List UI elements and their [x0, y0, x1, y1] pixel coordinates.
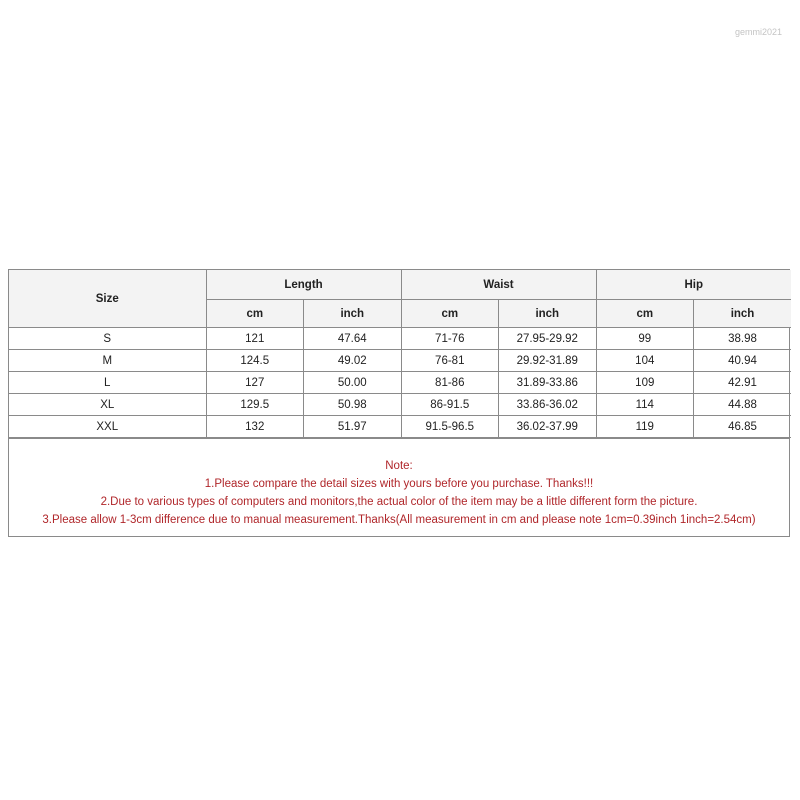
hip-cm-cell: 104	[596, 350, 694, 372]
waist-inch-cell: 33.86-36.02	[499, 394, 597, 416]
length-inch-cell: 51.97	[304, 416, 402, 438]
length-inch-cell: 50.00	[304, 372, 402, 394]
table-row	[9, 416, 791, 438]
table-row	[9, 372, 791, 394]
hip-inch-cell: 44.88	[694, 394, 792, 416]
size-header: Size	[9, 270, 206, 328]
length-inch-cell: 47.64	[304, 328, 402, 350]
length-cm-cell: 124.5	[206, 350, 304, 372]
length-cm-cell: 127	[206, 372, 304, 394]
size-table	[9, 270, 791, 438]
note-title: Note:	[385, 460, 413, 472]
length-cm-cell: 129.5	[206, 394, 304, 416]
unit-header: cm	[401, 300, 499, 328]
note-line: 2.Due to various types of computers and monitors,the actual color of the item may be a little different form the picture.	[100, 496, 698, 508]
length-cm-cell: 121	[206, 328, 304, 350]
size-cell: M	[9, 350, 206, 372]
hip-cm-cell: 99	[596, 328, 694, 350]
size-cell: XXL	[9, 416, 206, 438]
hip-cm-cell: 114	[596, 394, 694, 416]
length-header: Length	[206, 270, 401, 300]
size-cell: L	[9, 372, 206, 394]
table-row	[9, 328, 791, 350]
length-inch-cell: 49.02	[304, 350, 402, 372]
table-row	[9, 394, 791, 416]
size-cell: S	[9, 328, 206, 350]
unit-header: cm	[596, 300, 694, 328]
waist-inch-cell: 36.02-37.99	[499, 416, 597, 438]
waist-inch-cell: 29.92-31.89	[499, 350, 597, 372]
size-chart	[8, 269, 790, 537]
size-cell: XL	[9, 394, 206, 416]
waist-cm-cell: 86-91.5	[401, 394, 499, 416]
hip-inch-cell: 46.85	[694, 416, 792, 438]
waist-header: Waist	[401, 270, 596, 300]
header-row-groups	[9, 270, 791, 300]
unit-header: inch	[694, 300, 792, 328]
waist-cm-cell: 76-81	[401, 350, 499, 372]
hip-cm-cell: 119	[596, 416, 694, 438]
unit-header: inch	[499, 300, 597, 328]
waist-cm-cell: 71-76	[401, 328, 499, 350]
waist-inch-cell: 27.95-29.92	[499, 328, 597, 350]
waist-cm-cell: 91.5-96.5	[401, 416, 499, 438]
hip-inch-cell: 40.94	[694, 350, 792, 372]
table-row	[9, 350, 791, 372]
note-block	[9, 438, 789, 536]
waist-inch-cell: 31.89-33.86	[499, 372, 597, 394]
hip-header: Hip	[596, 270, 791, 300]
unit-header: cm	[206, 300, 304, 328]
watermark: gemmi2021	[734, 27, 782, 37]
length-inch-cell: 50.98	[304, 394, 402, 416]
hip-inch-cell: 42.91	[694, 372, 792, 394]
unit-header: inch	[304, 300, 402, 328]
hip-cm-cell: 109	[596, 372, 694, 394]
length-cm-cell: 132	[206, 416, 304, 438]
note-line: 3.Please allow 1-3cm difference due to manual measurement.Thanks(All measurement in cm and please note 1cm=0.39inch 1inch=2.54cm)	[42, 514, 756, 526]
waist-cm-cell: 81-86	[401, 372, 499, 394]
note-line: 1.Please compare the detail sizes with yours before you purchase. Thanks!!!	[204, 478, 594, 490]
hip-inch-cell: 38.98	[694, 328, 792, 350]
